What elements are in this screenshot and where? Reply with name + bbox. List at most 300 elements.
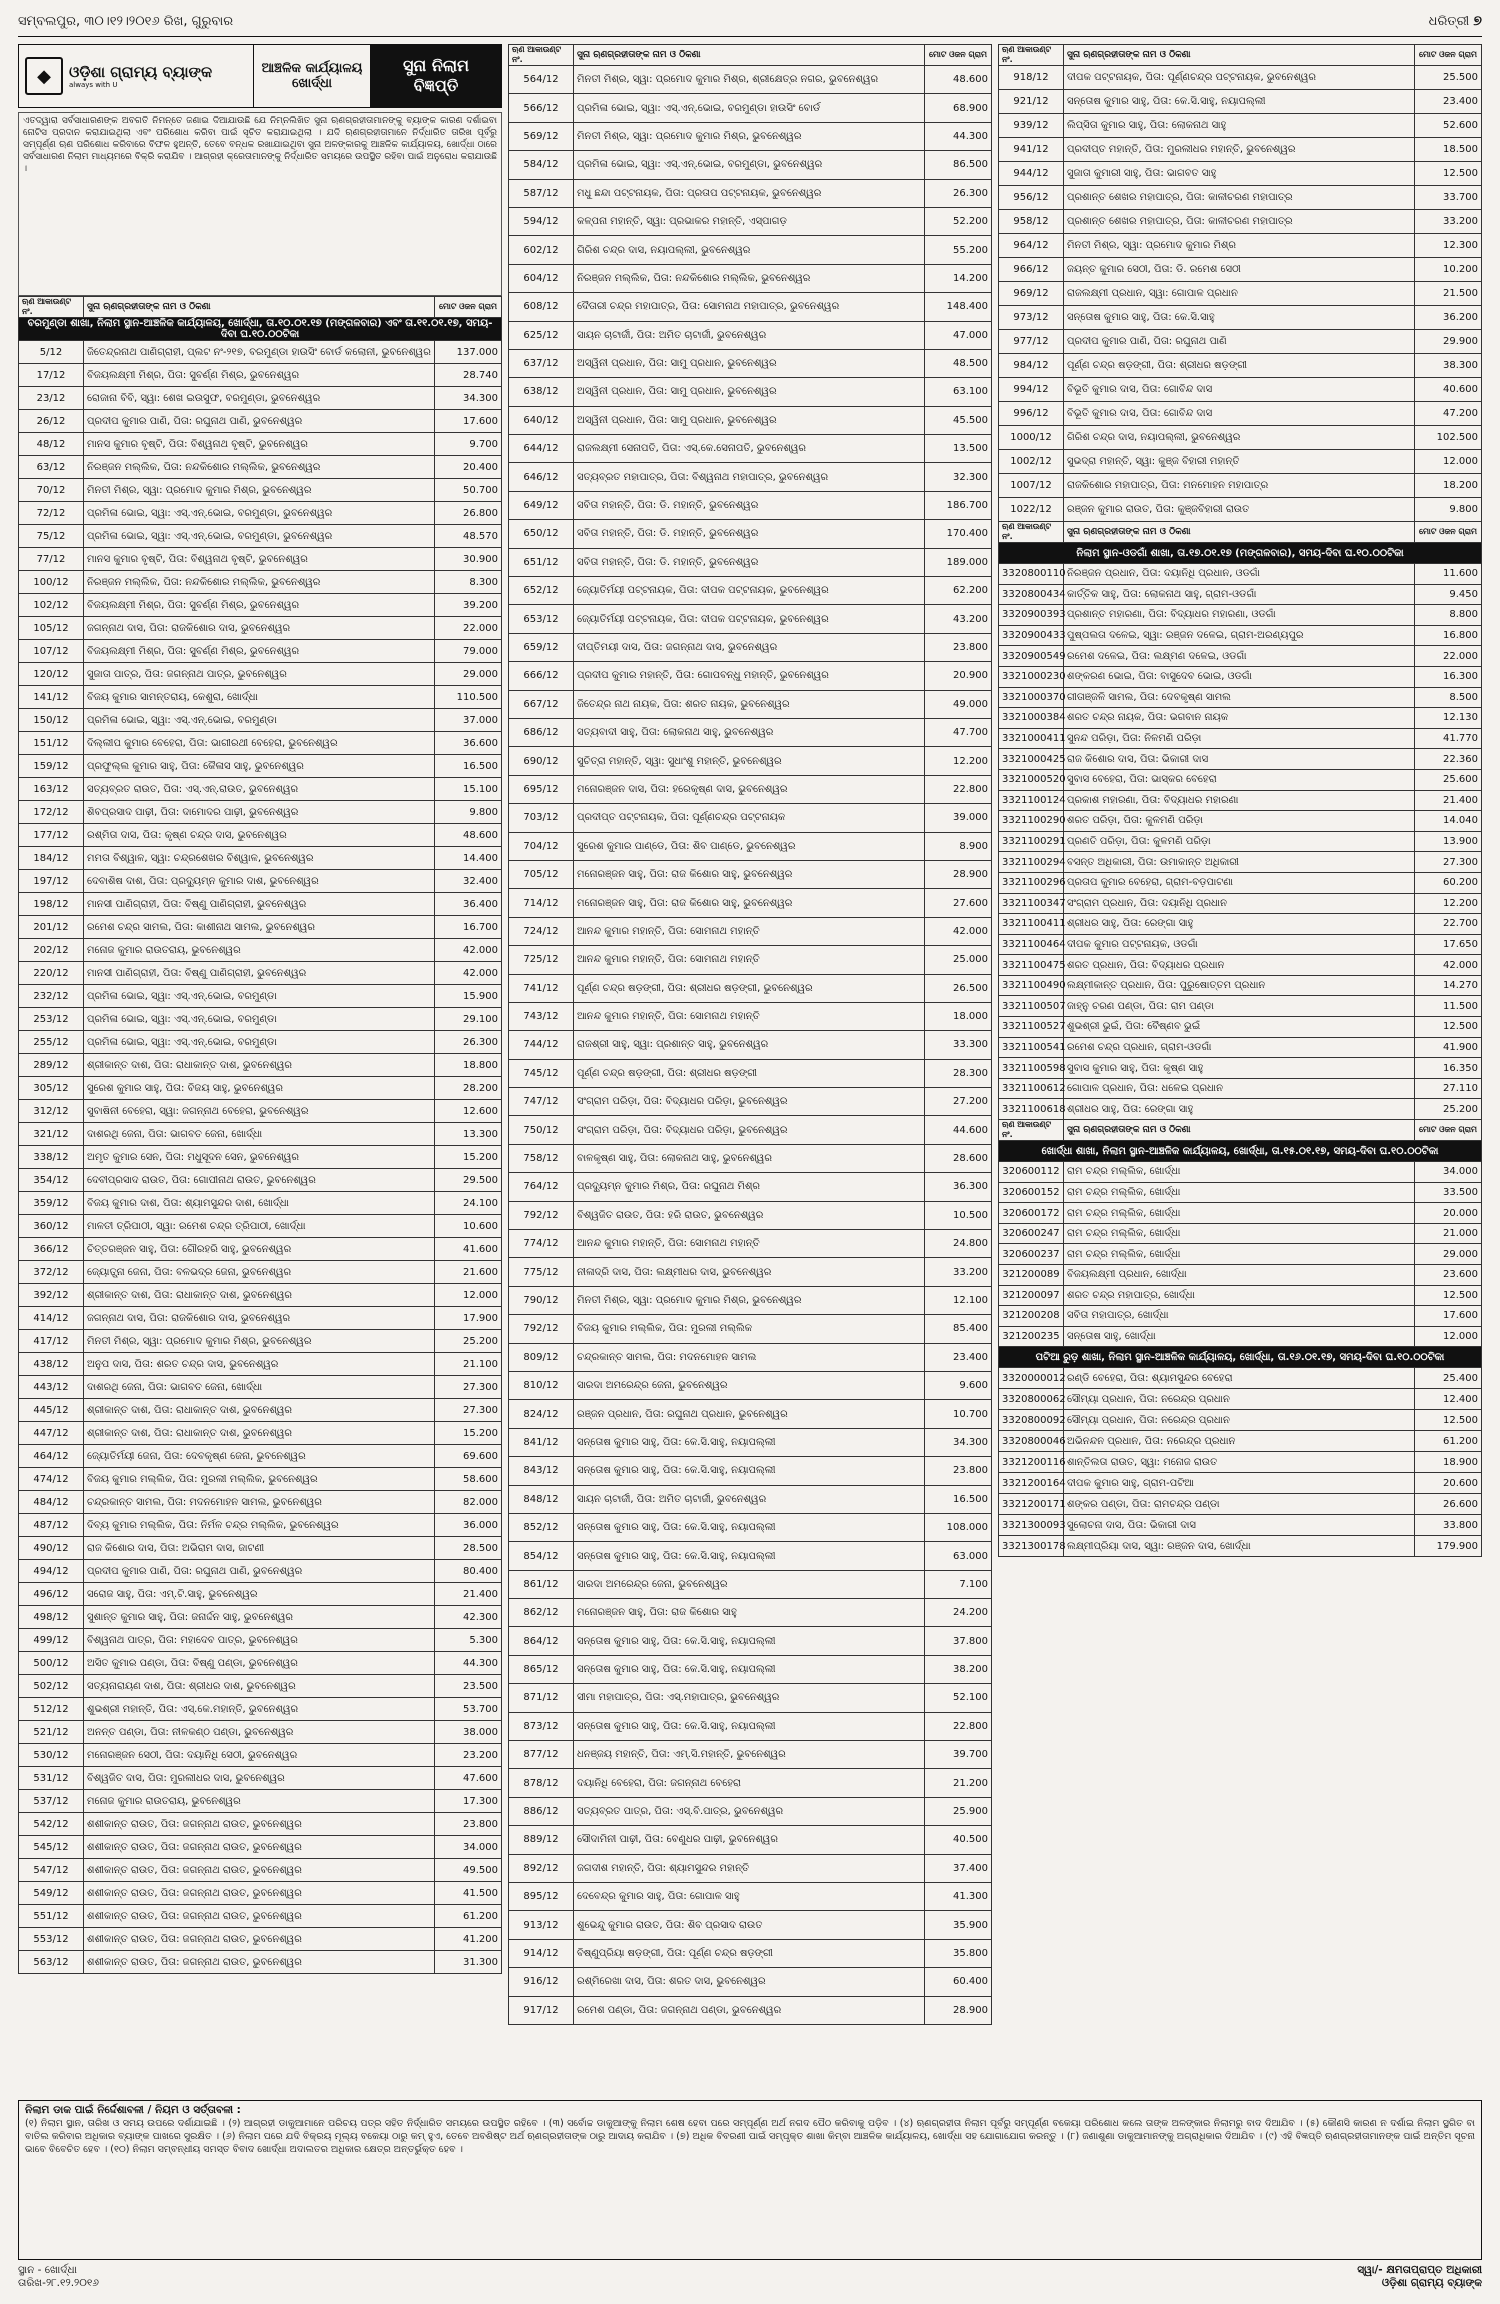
gold-weight: 42.000	[435, 962, 502, 985]
table-row	[19, 1767, 502, 1790]
header-loan-no: ଋଣ ଆକାଉଣ୍ଟ ନଂ.	[999, 1120, 1064, 1141]
table-row	[19, 1146, 502, 1169]
borrower-name-address: ପ୍ରମିଳା ଭୋଇ, ସ୍ୱା: ଏସ୍.ଏନ୍.ଭୋଇ, ବରମୁଣ୍ଡା, ଭୁବନେଶ୍ୱର	[574, 151, 925, 179]
loan-account-no: 553/12	[19, 1928, 84, 1951]
loan-account-no: 724/12	[509, 917, 574, 945]
borrower-name-address: ଅସ୍ୱିନୀ ପ୍ରଧାନ, ପିତା: ସାମୁ ପ୍ରଧାନ, ଭୁବନେଶ୍ୱର	[574, 349, 925, 377]
gold-weight: 48.570	[435, 525, 502, 548]
table-row	[19, 1192, 502, 1215]
table-row	[509, 1741, 992, 1769]
masthead-dateline: ସମ୍ବଲପୁର, ୩୦।୧୨।୨୦୧୬ ରିଖ, ଗୁରୁବାର	[18, 13, 234, 29]
borrower-name-address: ସବିତା ମହାପାତ୍ର, ଖୋର୍ଦ୍ଧା	[1064, 1306, 1415, 1327]
gold-weight: 17.900	[435, 1307, 502, 1330]
borrower-name-address: ଶରତ ଚନ୍ଦ୍ର ମହାପାତ୍ର, ଖୋର୍ଦ୍ଧା	[1064, 1285, 1415, 1306]
borrower-name-address: ଦେବୀପ୍ରସାଦ ରାଉତ, ପିତା: ଗୋପୀନାଥ ରାଉତ, ଭୁବନେଶ୍ୱର	[84, 1169, 435, 1192]
table-row	[19, 640, 502, 663]
borrower-name-address: ଜ୍ୟୋତିର୍ମୟୀ ପଟ୍ଟନାୟକ, ପିତା: ଦୀପକ ପଟ୍ଟନାୟକ, ଭୁବନେଶ୍ୱର	[574, 577, 925, 605]
table-row	[19, 1215, 502, 1238]
borrower-name-address: ସୁଭଦ୍ରା ମହାନ୍ତି, ସ୍ୱା: କୁଞ୍ଜ ବିହାରୀ ମହାନ୍ତି	[1064, 450, 1415, 474]
table-row	[509, 1513, 992, 1541]
table-row	[999, 872, 1482, 893]
borrower-name-address: ଦେବେନ୍ଦ୍ର କୁମାର ସାହୁ, ପିତା: ଗୋପାଳ ସାହୁ	[574, 1883, 925, 1911]
loan-account-no: 443/12	[19, 1376, 84, 1399]
borrower-name-address: ପ୍ରଶାନ୍ତ ଶେଖର ମହାପାତ୍ର, ପିତା: କାଳୀଚରଣ ମହାପାତ୍ର	[1064, 210, 1415, 234]
borrower-name-address: ରମେଶ ପଣ୍ଡା, ପିତା: ଜଗନ୍ନାଥ ପଣ୍ଡା, ଭୁବନେଶ୍ୱର	[574, 1996, 925, 2024]
loan-account-no: 3321200116	[999, 1452, 1064, 1473]
loan-account-no: 644/12	[509, 435, 574, 463]
signatory-title: ସ୍ୱା/- କ୍ଷମତାପ୍ରାପ୍ତ ଅଧିକାରୀ	[1357, 2264, 1482, 2276]
header-loan-no: ଋଣ ଆକାଉଣ୍ଟ ନଂ.	[999, 45, 1064, 66]
table-row	[999, 1473, 1482, 1494]
section-heading: ଖୋର୍ଦ୍ଧା ଶାଖା, ନିଲାମ ସ୍ଥାନ-ଆଞ୍ଚଳିକ କାର୍ଯ୍ୟାଳୟ, ଖୋର୍ଦ୍ଧା, ତା.୧୫.୦୧.୧୭, ସମୟ-ଦିବା ଘ.୧୦.୦୦ଟିକା	[999, 1141, 1482, 1162]
section-heading: ନିଲାମ ସ୍ଥାନ-ଓଡଗାଁ ଶାଖା, ତା.୧୭.୦୧.୧୭ (ମଙ୍ଗଳବାର), ସମୟ-ଦିବା ଘ.୧୦.୦୦ଟିକା	[999, 543, 1482, 564]
gold-weight: 10.500	[925, 1201, 992, 1229]
table-row	[19, 1399, 502, 1422]
loan-account-no: 1007/12	[999, 474, 1064, 498]
gold-weight: 37.000	[435, 709, 502, 732]
loan-account-no: 895/12	[509, 1883, 574, 1911]
borrower-name-address: ରାଜ କିଶୋର ଦାସ, ପିତା: ଅଭିରାମ ଦାସ, ଜାଟଣୀ	[84, 1537, 435, 1560]
borrower-name-address: ସତ୍ୟବାଦୀ ସାହୁ, ପିତା: ଲୋକନାଥ ସାହୁ, ଭୁବନେଶ୍ୱର	[574, 718, 925, 746]
borrower-name-address: ରାଜ କିଶୋର ଦାସ, ପିତା: ଭିକାରୀ ଦାସ	[1064, 749, 1415, 770]
table-row	[509, 463, 992, 491]
loan-account-no: 366/12	[19, 1238, 84, 1261]
table-row	[509, 1428, 992, 1456]
borrower-name-address: ରାମ ଚନ୍ଦ୍ର ମଲ୍ଲିକ, ଖୋର୍ଦ୍ଧା	[1064, 1182, 1415, 1203]
gold-weight: 40.600	[1415, 378, 1482, 402]
loan-account-no: 547/12	[19, 1859, 84, 1882]
borrower-name-address: ଦୀପକ ପଟ୍ଟନାୟକ, ପିତା: ପୂର୍ଣ୍ଣଚନ୍ଦ୍ର ପଟ୍ଟନାୟକ, ଭୁବନେଶ୍ୱର	[1064, 66, 1415, 90]
gold-weight: 21.400	[435, 1583, 502, 1606]
borrower-name-address: ସତ୍ୟବ୍ରତ ପାତ୍ର, ପିତା: ଏସ୍.ବି.ପାତ୍ର, ଭୁବନେଶ୍ୱର	[574, 1797, 925, 1825]
loan-account-no: 3321000370	[999, 687, 1064, 708]
gold-weight: 12.200	[1415, 893, 1482, 914]
loan-account-no: 3321100294	[999, 852, 1064, 873]
table-row	[19, 410, 502, 433]
borrower-name-address: ଶଶୀକାନ୍ତ ରାଉତ, ପିତା: ଜଗନ୍ନାଥ ରାଉତ, ଭୁବନେଶ୍ୱର	[84, 1951, 435, 1974]
loan-account-no: 637/12	[509, 349, 574, 377]
gold-weight: 11.500	[1415, 996, 1482, 1017]
loan-account-no: 494/12	[19, 1560, 84, 1583]
loan-account-no: 774/12	[509, 1230, 574, 1258]
borrower-name-address: ଶୁଭଶ୍ରୀ ମହାନ୍ତି, ପିତା: ଏସ୍.କେ.ମହାନ୍ତି, ଭୁବନେଶ୍ୱର	[84, 1698, 435, 1721]
table-row	[999, 474, 1482, 498]
borrower-name-address: ମାନସୀ ପାଣିଗ୍ରାହୀ, ପିତା: ବିଷ୍ଣୁ ପାଣିଗ୍ରାହୀ, ଭୁବନେଶ୍ୱର	[84, 893, 435, 916]
gold-weight: 9.450	[1415, 584, 1482, 605]
borrower-name-address: ସନ୍ତୋଷ କୁମାର ସାହୁ, ପିତା: କେ.ସି.ସାହୁ, ନୟାପଲ୍ଲୀ	[574, 1627, 925, 1655]
loan-account-no: 3321200171	[999, 1494, 1064, 1515]
gold-weight: 20.600	[1415, 1473, 1482, 1494]
gold-weight: 42.300	[435, 1606, 502, 1629]
gold-weight: 23.600	[1415, 1265, 1482, 1286]
loan-account-no: 141/12	[19, 686, 84, 709]
table-row	[999, 914, 1482, 935]
borrower-name-address: ପ୍ରତାପ କୁମାର ବେହେରା, ଗ୍ରାମ-ବଡ଼ପାଟଣା	[1064, 872, 1415, 893]
table-row	[999, 378, 1482, 402]
gold-weight: 16.700	[435, 916, 502, 939]
loan-account-no: 864/12	[509, 1627, 574, 1655]
table-row	[999, 306, 1482, 330]
gold-weight: 29.500	[435, 1169, 502, 1192]
borrower-name-address: ପ୍ରଦୀପ୍ତ ପଟ୍ଟନାୟକ, ପିତା: ପୂର୍ଣ୍ଣଚନ୍ଦ୍ର ପଟ୍ଟନାୟକ	[574, 804, 925, 832]
loan-account-no: 917/12	[509, 1996, 574, 2024]
borrower-name-address: ଜଗଦୀଶ ମହାନ୍ତି, ପିତା: ଶ୍ୟାମସୁନ୍ଦର ମହାନ୍ତି	[574, 1854, 925, 1882]
loan-account-no: 966/12	[999, 258, 1064, 282]
table-row	[19, 502, 502, 525]
gold-weight: 21.200	[925, 1769, 992, 1797]
loan-account-no: 438/12	[19, 1353, 84, 1376]
loan-account-no: 792/12	[509, 1315, 574, 1343]
loan-account-no: 198/12	[19, 893, 84, 916]
gold-weight: 44.600	[925, 1116, 992, 1144]
gold-weight: 17.600	[435, 410, 502, 433]
loan-account-no: 3321100507	[999, 996, 1064, 1017]
table-row	[19, 525, 502, 548]
borrower-name-address: ଅଭିନନ୍ଦନ ପ୍ରଧାନ, ପିତା: ନରେନ୍ଦ୍ର ପ୍ରଧାନ	[1064, 1431, 1415, 1452]
table-row	[19, 916, 502, 939]
table-row	[509, 1144, 992, 1172]
loan-account-no: 163/12	[19, 778, 84, 801]
loan-account-no: 3321100618	[999, 1099, 1064, 1120]
loan-account-no: 75/12	[19, 525, 84, 548]
borrower-name-address: ମନୋରଞ୍ଜନ ସାହୁ, ପିତା: ରାଜ କିଶୋର ସାହୁ, ଭୁବନେଶ୍ୱର	[574, 889, 925, 917]
loan-account-no: 695/12	[509, 775, 574, 803]
borrower-name-address: ନିରଞ୍ଜନ ପ୍ରଧାନ, ପିତା: ଦୟାନିଧି ପ୍ରଧାନ, ଓଡଗାଁ	[1064, 564, 1415, 585]
loan-account-no: 3321100290	[999, 811, 1064, 832]
borrower-name-address: ଗୀତାଞ୍ଜଳି ସାମଲ, ପିତା: ଦେବକୃଷ୍ଣ ସାମଲ	[1064, 687, 1415, 708]
loan-account-no: 3320800046	[999, 1431, 1064, 1452]
loan-account-no: 3321000520	[999, 769, 1064, 790]
table-row	[19, 433, 502, 456]
loan-account-no: 809/12	[509, 1343, 574, 1371]
borrower-name-address: ସୁବାସ କୁମାର ସାହୁ, ପିତା: କୃଷ୍ଣ ସାହୁ	[1064, 1058, 1415, 1079]
terms-title: ନିଲାମ ଡାକ ପାଇଁ ନିର୍ଦ୍ଦେଶାବଳୀ / ନିୟମ ଓ ସର୍ତ୍ତାବଳୀ :	[25, 2104, 241, 2116]
borrower-name-address: ସନ୍ତୋଷ କୁମାର ସାହୁ, ପିତା: କେ.ସି.ସାହୁ, ନୟାପଲ୍ଲୀ	[574, 1513, 925, 1541]
loan-account-no: 321200235	[999, 1326, 1064, 1347]
loan-account-no: 201/12	[19, 916, 84, 939]
borrower-name-address: ପ୍ରଶାନ୍ତ ଶେଖର ମହାପାତ୍ର, ପିତା: କାଳୀଚରଣ ମହାପାତ୍ର	[1064, 186, 1415, 210]
gold-weight: 137.000	[435, 341, 502, 364]
gold-weight: 82.000	[435, 1491, 502, 1514]
borrower-name-address: ବିଜୟ କୁମାର ଦାଶ, ପିତା: ଶ୍ୟାମସୁନ୍ଦର ଦାଶ, ଖୋର୍ଦ୍ଧା	[84, 1192, 435, 1215]
borrower-name-address: ପ୍ରଦୀପ କୁମାର ପାଣି, ପିତା: ରଘୁନାଥ ପାଣି, ଭୁବନେଶ୍ୱର	[84, 410, 435, 433]
borrower-name-address: ଦୀପକ କୁମାର ସାହୁ, ଗ୍ରାମ-ପଟିଆ	[1064, 1473, 1415, 1494]
gold-weight: 12.500	[1415, 1410, 1482, 1431]
borrower-name-address: ବିଶ୍ୱନାଥ ପାତ୍ର, ପିତା: ମହାଦେବ ପାତ୍ର, ଭୁବନେଶ୍ୱର	[84, 1629, 435, 1652]
header-weight: ମୋଟ ଓଜନ ଗ୍ରାମ	[435, 297, 502, 318]
loan-account-no: 996/12	[999, 402, 1064, 426]
section-heading: ବରମୁଣ୍ଡା ଶାଖା, ନିଲାମ ସ୍ଥାନ-ଆଞ୍ଚଳିକ କାର୍ଯ୍ୟାଳୟ, ଖୋର୍ଦ୍ଧା, ତା.୧୦.୦୧.୧୭ (ମଙ୍ଗଳବାର) ଏବଂ ତା.୧୧.୦୧.୧୭, ସମୟ-ଦିବା ଘ.୧୦.୦୦ଟିକା	[19, 318, 502, 341]
loan-account-no: 3321100541	[999, 1037, 1064, 1058]
table-row	[509, 860, 992, 888]
borrower-name-address: ସନ୍ତୋଷ କୁମାର ସାହୁ, ପିତା: କେ.ସି.ସାହୁ, ନୟାପଲ୍ଲୀ	[574, 1712, 925, 1740]
borrower-name-address: ଅନୁପ ଦାସ, ପିତା: ଶରତ ଚନ୍ଦ୍ର ଦାସ, ଭୁବନେଶ୍ୱର	[84, 1353, 435, 1376]
table-row	[19, 962, 502, 985]
borrower-name-address: ସଂଗ୍ରାମ ପ୍ରଧାନ, ପିତା: ଦୟାନିଧି ପ୍ରଧାନ	[1064, 893, 1415, 914]
terms-conditions	[18, 2100, 1482, 2260]
gold-weight: 12.600	[435, 1100, 502, 1123]
gold-weight: 15.900	[435, 985, 502, 1008]
gold-weight: 23.800	[435, 1813, 502, 1836]
borrower-name-address: ରମେଶ ଦଳେଇ, ପିତା: ଲକ୍ଷ୍ମଣ ଦଳେଇ, ଓଡଗାଁ	[1064, 646, 1415, 667]
table-row	[999, 996, 1482, 1017]
gold-weight: 20.000	[1415, 1203, 1482, 1224]
loan-account-no: 255/12	[19, 1031, 84, 1054]
gold-weight: 34.300	[435, 387, 502, 410]
notice-date: ତାରିଖ-୨୮.୧୨.୨୦୧୬	[18, 2277, 99, 2289]
borrower-name-address: ପ୍ରମିଳା ଭୋଇ, ସ୍ୱା: ଏସ୍.ଏନ୍.ଭୋଇ, ବରମୁଣ୍ଡା	[84, 709, 435, 732]
borrower-name-address: ଜିତେନ୍ଦ୍ର ନାଥ ନାୟକ, ପିତା: ଶରତ ନାୟକ, ଭୁବନେଶ୍ୱର	[574, 690, 925, 718]
gold-weight: 44.300	[435, 1652, 502, 1675]
borrower-name-address: ଲିପ୍ସିତା କୁମାର ସାହୁ, ପିତା: ଲୋକନାଥ ସାହୁ	[1064, 114, 1415, 138]
bank-name: ଓଡ଼ିଶା ଗ୍ରାମ୍ୟ ବ୍ୟାଙ୍କ	[69, 63, 213, 81]
table-row	[19, 1468, 502, 1491]
loan-account-no: 3321100612	[999, 1078, 1064, 1099]
borrower-name-address: ସୌମ୍ୟା ପ୍ରଧାନ, ପିତା: ନରେନ୍ଦ୍ର ପ୍ରଧାନ	[1064, 1410, 1415, 1431]
loan-account-no: 892/12	[509, 1854, 574, 1882]
table-row	[19, 1813, 502, 1836]
loan-account-no: 321200089	[999, 1265, 1064, 1286]
loan-account-no: 445/12	[19, 1399, 84, 1422]
gold-weight: 28.900	[925, 860, 992, 888]
borrower-name-address: ସନ୍ତୋଷ କୁମାର ସାହୁ, ପିତା: କେ.ସି.ସାହୁ, ନୟାପଲ୍ଲୀ	[574, 1542, 925, 1570]
borrower-name-address: ରାମ ଚନ୍ଦ୍ର ମଲ୍ଲିକ, ଖୋର୍ଦ୍ଧା	[1064, 1223, 1415, 1244]
table-row	[509, 1627, 992, 1655]
column-2	[508, 44, 992, 2025]
loan-account-no: 886/12	[509, 1797, 574, 1825]
loan-account-no: 704/12	[509, 832, 574, 860]
loan-account-no: 320600247	[999, 1223, 1064, 1244]
gold-weight: 16.350	[1415, 1058, 1482, 1079]
borrower-name-address: ଧନଞ୍ଜୟ ମହାନ୍ତି, ପିତା: ଏମ୍.ସି.ମହାନ୍ତି, ଭୁବନେଶ୍ୱର	[574, 1741, 925, 1769]
borrower-name-address: ମାନସୀ ପାଣିଗ୍ରାହୀ, ପିତା: ବିଷ୍ଣୁ ପାଣିଗ୍ରାହୀ, ଭୁବନେଶ୍ୱର	[84, 962, 435, 985]
gold-weight: 49.500	[435, 1859, 502, 1882]
borrower-name-address: ଦୀପ୍ତିମୟୀ ଦାସ, ପିତା: ଜଗନ୍ନାଥ ଦାସ, ଭୁବନେଶ୍ୱର	[574, 633, 925, 661]
gold-weight: 108.000	[925, 1513, 992, 1541]
loan-account-no: 177/12	[19, 824, 84, 847]
borrower-name-address: ଶ୍ରୀକାନ୍ତ ଦାଶ, ପିତା: ରାଧାକାନ୍ତ ଦାଶ, ଭୁବନେଶ୍ୱର	[84, 1284, 435, 1307]
loan-account-no: 775/12	[509, 1258, 574, 1286]
table-row	[509, 66, 992, 94]
table-row	[19, 1951, 502, 1974]
loan-account-no: 100/12	[19, 571, 84, 594]
borrower-name-address: ମିନତୀ ମିଶ୍ର, ସ୍ୱା: ପ୍ରମୋଦ କୁମାର ମିଶ୍ର, ଭୁବନେଶ୍ୱର	[84, 479, 435, 502]
borrower-name-address: ସନ୍ତୋଷ କୁମାର ସାହୁ, ପିତା: କେ.ସି.ସାହୁ, ନୟାପଲ୍ଲୀ	[574, 1457, 925, 1485]
table-row	[19, 1698, 502, 1721]
table-row	[509, 1797, 992, 1825]
table-row	[19, 1790, 502, 1813]
loan-account-no: 889/12	[509, 1826, 574, 1854]
loan-account-no: 921/12	[999, 90, 1064, 114]
borrower-name-address: ଜିତେନ୍ଦ୍ରନାଥ ପାଣିଗ୍ରାହୀ, ପ୍ଲଟ ନଂ-୨୧୭, ବରମୁଣ୍ଡା ହାଉସିଂ ବୋର୍ଡ କଲୋନୀ, ଭୁବନେଶ୍ୱର	[84, 341, 435, 364]
borrower-name-address: ରାମ ଚନ୍ଦ୍ର ମଲ୍ଲିକ, ଖୋର୍ଦ୍ଧା	[1064, 1203, 1415, 1224]
gold-weight: 27.300	[435, 1376, 502, 1399]
borrower-name-address: ଗିରିଶ ଚନ୍ଦ୍ର ଦାସ, ନୟାପଲ୍ଲୀ, ଭୁବନେଶ୍ୱର	[574, 236, 925, 264]
borrower-name-address: ସଂଗ୍ରାମ ପରିଡ଼ା, ପିତା: ବିଦ୍ୟାଧର ପରିଡ଼ା, ଭୁବନେଶ୍ୱର	[574, 1088, 925, 1116]
borrower-name-address: ଶୁଭଶ୍ରୀ ଭୁଇଁ, ପିତା: ବୈଷ୍ଣବ ଭୁଇଁ	[1064, 1017, 1415, 1038]
table-row	[509, 1968, 992, 1996]
loan-account-no: 63/12	[19, 456, 84, 479]
gold-weight: 20.400	[435, 456, 502, 479]
auction-table-3	[998, 44, 1482, 1557]
table-row	[509, 1286, 992, 1314]
loan-account-no: 498/12	[19, 1606, 84, 1629]
borrower-name-address: ପ୍ରକାଶ ମହାରଣା, ପିତା: ବିଦ୍ୟାଧର ମହାରଣା	[1064, 790, 1415, 811]
borrower-name-address: ସୁବାଷିନୀ ବେହେରା, ସ୍ୱା: ଜଗନ୍ନାଥ ବେହେରା, ଭୁବନେଶ୍ୱର	[84, 1100, 435, 1123]
bank-logo	[19, 45, 254, 107]
loan-account-no: 877/12	[509, 1741, 574, 1769]
borrower-name-address: ସରୋଜ ସାହୁ, ପିତା: ଏମ୍.ଟି.ସାହୁ, ଭୁବନେଶ୍ୱର	[84, 1583, 435, 1606]
borrower-name-address: ବାଳକୃଷ୍ଣ ସାହୁ, ପିତା: ଲୋକନାଥ ସାହୁ, ଭୁବନେଶ୍ୱର	[574, 1144, 925, 1172]
table-row	[19, 1445, 502, 1468]
table-row	[509, 122, 992, 150]
loan-account-no: 584/12	[509, 151, 574, 179]
borrower-name-address: ଶ୍ରୀଧର ସାହୁ, ପିତା: ରେଙ୍ଗା ସାହୁ	[1064, 914, 1415, 935]
loan-account-no: 289/12	[19, 1054, 84, 1077]
gold-weight: 18.800	[435, 1054, 502, 1077]
table-row	[19, 1744, 502, 1767]
table-row	[19, 1583, 502, 1606]
table-row	[509, 548, 992, 576]
loan-account-no: 563/12	[19, 1951, 84, 1974]
borrower-name-address: ଲକ୍ଷ୍ମୀପ୍ରିୟା ଦାସ, ସ୍ୱା: ରଞ୍ଜନ ଦାସ, ଖୋର୍ଦ୍ଧା	[1064, 1536, 1415, 1557]
borrower-name-address: ବିଜୟଲକ୍ଷ୍ମୀ ମିଶ୍ର, ପିତା: ସୁବର୍ଣ୍ଣ ମିଶ୍ର, ଭୁବନେଶ୍ୱର	[84, 364, 435, 387]
loan-account-no: 651/12	[509, 548, 574, 576]
gold-weight: 10.600	[435, 1215, 502, 1238]
loan-account-no: 690/12	[509, 747, 574, 775]
borrower-name-address: କାର୍ତ୍ତିକ ସାହୁ, ପିତା: ଲୋକନାଥ ସାହୁ, ଗ୍ରାମ-ଓଡଗାଁ	[1064, 584, 1415, 605]
gold-weight: 8.300	[435, 571, 502, 594]
table-row	[999, 934, 1482, 955]
loan-account-no: 120/12	[19, 663, 84, 686]
gold-weight: 24.100	[435, 1192, 502, 1215]
loan-account-no: 105/12	[19, 617, 84, 640]
loan-account-no: 3321100291	[999, 831, 1064, 852]
table-row	[999, 1058, 1482, 1079]
borrower-name-address: ସୌଦାମିନୀ ପାଢ଼ୀ, ପିତା: ବେଣୁଧର ପାଢ଼ୀ, ଭୁବନେଶ୍ୱର	[574, 1826, 925, 1854]
gold-weight: 8.900	[925, 832, 992, 860]
gold-weight: 37.400	[925, 1854, 992, 1882]
borrower-name-address: ଅମୃତ କୁମାର ସେନ, ପିତା: ମଧୁସୂଦନ ସେନ, ଭୁବନେଶ୍ୱର	[84, 1146, 435, 1169]
loan-account-no: 741/12	[509, 974, 574, 1002]
gold-weight: 5.300	[435, 1629, 502, 1652]
loan-account-no: 3321000384	[999, 708, 1064, 729]
loan-account-no: 312/12	[19, 1100, 84, 1123]
loan-account-no: 747/12	[509, 1088, 574, 1116]
gold-weight: 15.200	[435, 1146, 502, 1169]
loan-account-no: 487/12	[19, 1514, 84, 1537]
table-row	[19, 1054, 502, 1077]
borrower-name-address: ଶଙ୍କର ପଣ୍ଡା, ପିତା: ରାମଚନ୍ଦ୍ର ପଣ୍ଡା	[1064, 1494, 1415, 1515]
loan-account-no: 750/12	[509, 1116, 574, 1144]
loan-account-no: 569/12	[509, 122, 574, 150]
table-row	[999, 584, 1482, 605]
signoff	[18, 2264, 1482, 2294]
table-row	[19, 847, 502, 870]
table-row	[19, 1629, 502, 1652]
borrower-name-address: ସାରଦା ଅମରେନ୍ଦ୍ର ଜେନା, ଭୁବନେଶ୍ୱର	[574, 1371, 925, 1399]
gold-weight: 28.200	[435, 1077, 502, 1100]
borrower-name-address: ମାନସ କୁମାର ବୃଷ୍ଟି, ପିତା: ବିଶ୍ୱନାଥ ବୃଷ୍ଟି, ଭୁବନେଶ୍ୱର	[84, 548, 435, 571]
table-row	[19, 1675, 502, 1698]
header-name: ସୁନା ଋଣଗ୍ରହୀତାଙ୍କ ନାମ ଓ ଠିକଣା	[1064, 1120, 1415, 1141]
table-row	[19, 939, 502, 962]
loan-account-no: 3320800110	[999, 564, 1064, 585]
loan-account-no: 26/12	[19, 410, 84, 433]
loan-account-no: 320600112	[999, 1162, 1064, 1183]
table-row	[999, 1368, 1482, 1389]
table-row	[19, 1330, 502, 1353]
gold-weight: 25.500	[1415, 66, 1482, 90]
gold-weight: 14.400	[435, 847, 502, 870]
gold-weight: 27.200	[925, 1088, 992, 1116]
table-row	[509, 1712, 992, 1740]
loan-account-no: 653/12	[509, 605, 574, 633]
table-row	[999, 1306, 1482, 1327]
gold-weight: 41.900	[1415, 1037, 1482, 1058]
table-row	[999, 1162, 1482, 1183]
borrower-name-address: ଗୋପାଳ ପ୍ରଧାନ, ପିତା: ଧଳେଇ ପ୍ରଧାନ	[1064, 1078, 1415, 1099]
loan-account-no: 3320900549	[999, 646, 1064, 667]
loan-account-no: 360/12	[19, 1215, 84, 1238]
table-row	[19, 1537, 502, 1560]
gold-weight: 10.700	[925, 1400, 992, 1428]
borrower-name-address: ଦିଲ୍ଲୀପ କୁମାର ବେହେରା, ପିତା: ଭାଗୀରଥୀ ବେହେରା, ଭୁବନେଶ୍ୱର	[84, 732, 435, 755]
gold-weight: 13.300	[435, 1123, 502, 1146]
table-row	[509, 946, 992, 974]
table-row	[999, 1389, 1482, 1410]
table-row	[19, 617, 502, 640]
gold-weight: 26.300	[435, 1031, 502, 1054]
borrower-name-address: ଶ୍ରୀକାନ୍ତ ଦାଶ, ପିତା: ରାଧାକାନ୍ତ ଦାଶ, ଭୁବନେଶ୍ୱର	[84, 1422, 435, 1445]
table-row	[19, 1606, 502, 1629]
borrower-name-address: ମନୋରଞ୍ଜନ ସାହୁ, ପିତା: ରାଜ କିଶୋର ସାହୁ, ଭୁବନେଶ୍ୱର	[574, 860, 925, 888]
loan-account-no: 496/12	[19, 1583, 84, 1606]
table-row	[999, 728, 1482, 749]
borrower-name-address: ପ୍ରମିଳା ଭୋଇ, ସ୍ୱା: ଏସ୍.ଏନ୍.ଭୋଇ, ବରମୁଣ୍ଡା	[84, 985, 435, 1008]
gold-weight: 32.300	[925, 463, 992, 491]
gold-weight: 12.000	[435, 1284, 502, 1307]
loan-account-no: 354/12	[19, 1169, 84, 1192]
borrower-name-address: ଶ୍ରୀଧର ସାହୁ, ପିତା: ରେଙ୍ଗା ସାହୁ	[1064, 1099, 1415, 1120]
gold-weight: 17.600	[1415, 1306, 1482, 1327]
gold-weight: 79.000	[435, 640, 502, 663]
loan-account-no: 659/12	[509, 633, 574, 661]
borrower-name-address: ଶ୍ରୀକାନ୍ତ ଦାଶ, ପିତା: ରାଧାକାନ୍ତ ଦାଶ, ଭୁବନେଶ୍ୱର	[84, 1399, 435, 1422]
borrower-name-address: ସତ୍ୟବ୍ରତ ମହାପାତ୍ର, ପିତା: ବିଶ୍ୱନାଥ ମହାପାତ୍ର, ଭୁବନେଶ୍ୱର	[574, 463, 925, 491]
gold-weight: 44.300	[925, 122, 992, 150]
borrower-name-address: ଶିବପ୍ରସାଦ ପାଢ଼ୀ, ପିତା: ଦାମୋଦର ପାଢ଼ୀ, ଭୁବନେଶ୍ୱର	[84, 801, 435, 824]
loan-account-no: 594/12	[509, 207, 574, 235]
borrower-name-address: ବିଭୂତି କୁମାର ଦାସ, ପିତା: ଗୋବିନ୍ଦ ଦାସ	[1064, 402, 1415, 426]
borrower-name-address: ବିଶ୍ୱଜିତ ଦାସ, ପିତା: ମୁରଲୀଧର ଦାସ, ଭୁବନେଶ୍ୱର	[84, 1767, 435, 1790]
gold-weight: 25.900	[925, 1797, 992, 1825]
gold-weight: 47.000	[925, 321, 992, 349]
borrower-name-address: ସାୟନ ଚାଟାର୍ଜୀ, ପିତା: ଅମିତ ଚାଟାର୍ଜୀ, ଭୁବନେଶ୍ୱର	[574, 1485, 925, 1513]
borrower-name-address: ଶଶୀକାନ୍ତ ରାଉତ, ପିତା: ଜଗନ୍ନାଥ ରାଉତ, ଭୁବନେଶ୍ୱର	[84, 1859, 435, 1882]
borrower-name-address: ସନ୍ତୋଷ ସାହୁ, ଖୋର୍ଦ୍ଧା	[1064, 1326, 1415, 1347]
loan-account-no: 530/12	[19, 1744, 84, 1767]
loan-account-no: 625/12	[509, 321, 574, 349]
gold-weight: 14.270	[1415, 975, 1482, 996]
notice-title-line1: ସୁନା ନିଲାମ	[402, 56, 470, 75]
table-row	[999, 852, 1482, 873]
newspaper-page	[18, 6, 1482, 2296]
table-row	[999, 749, 1482, 770]
table-row	[19, 755, 502, 778]
table-row	[19, 1905, 502, 1928]
gold-weight: 21.000	[1415, 1223, 1482, 1244]
